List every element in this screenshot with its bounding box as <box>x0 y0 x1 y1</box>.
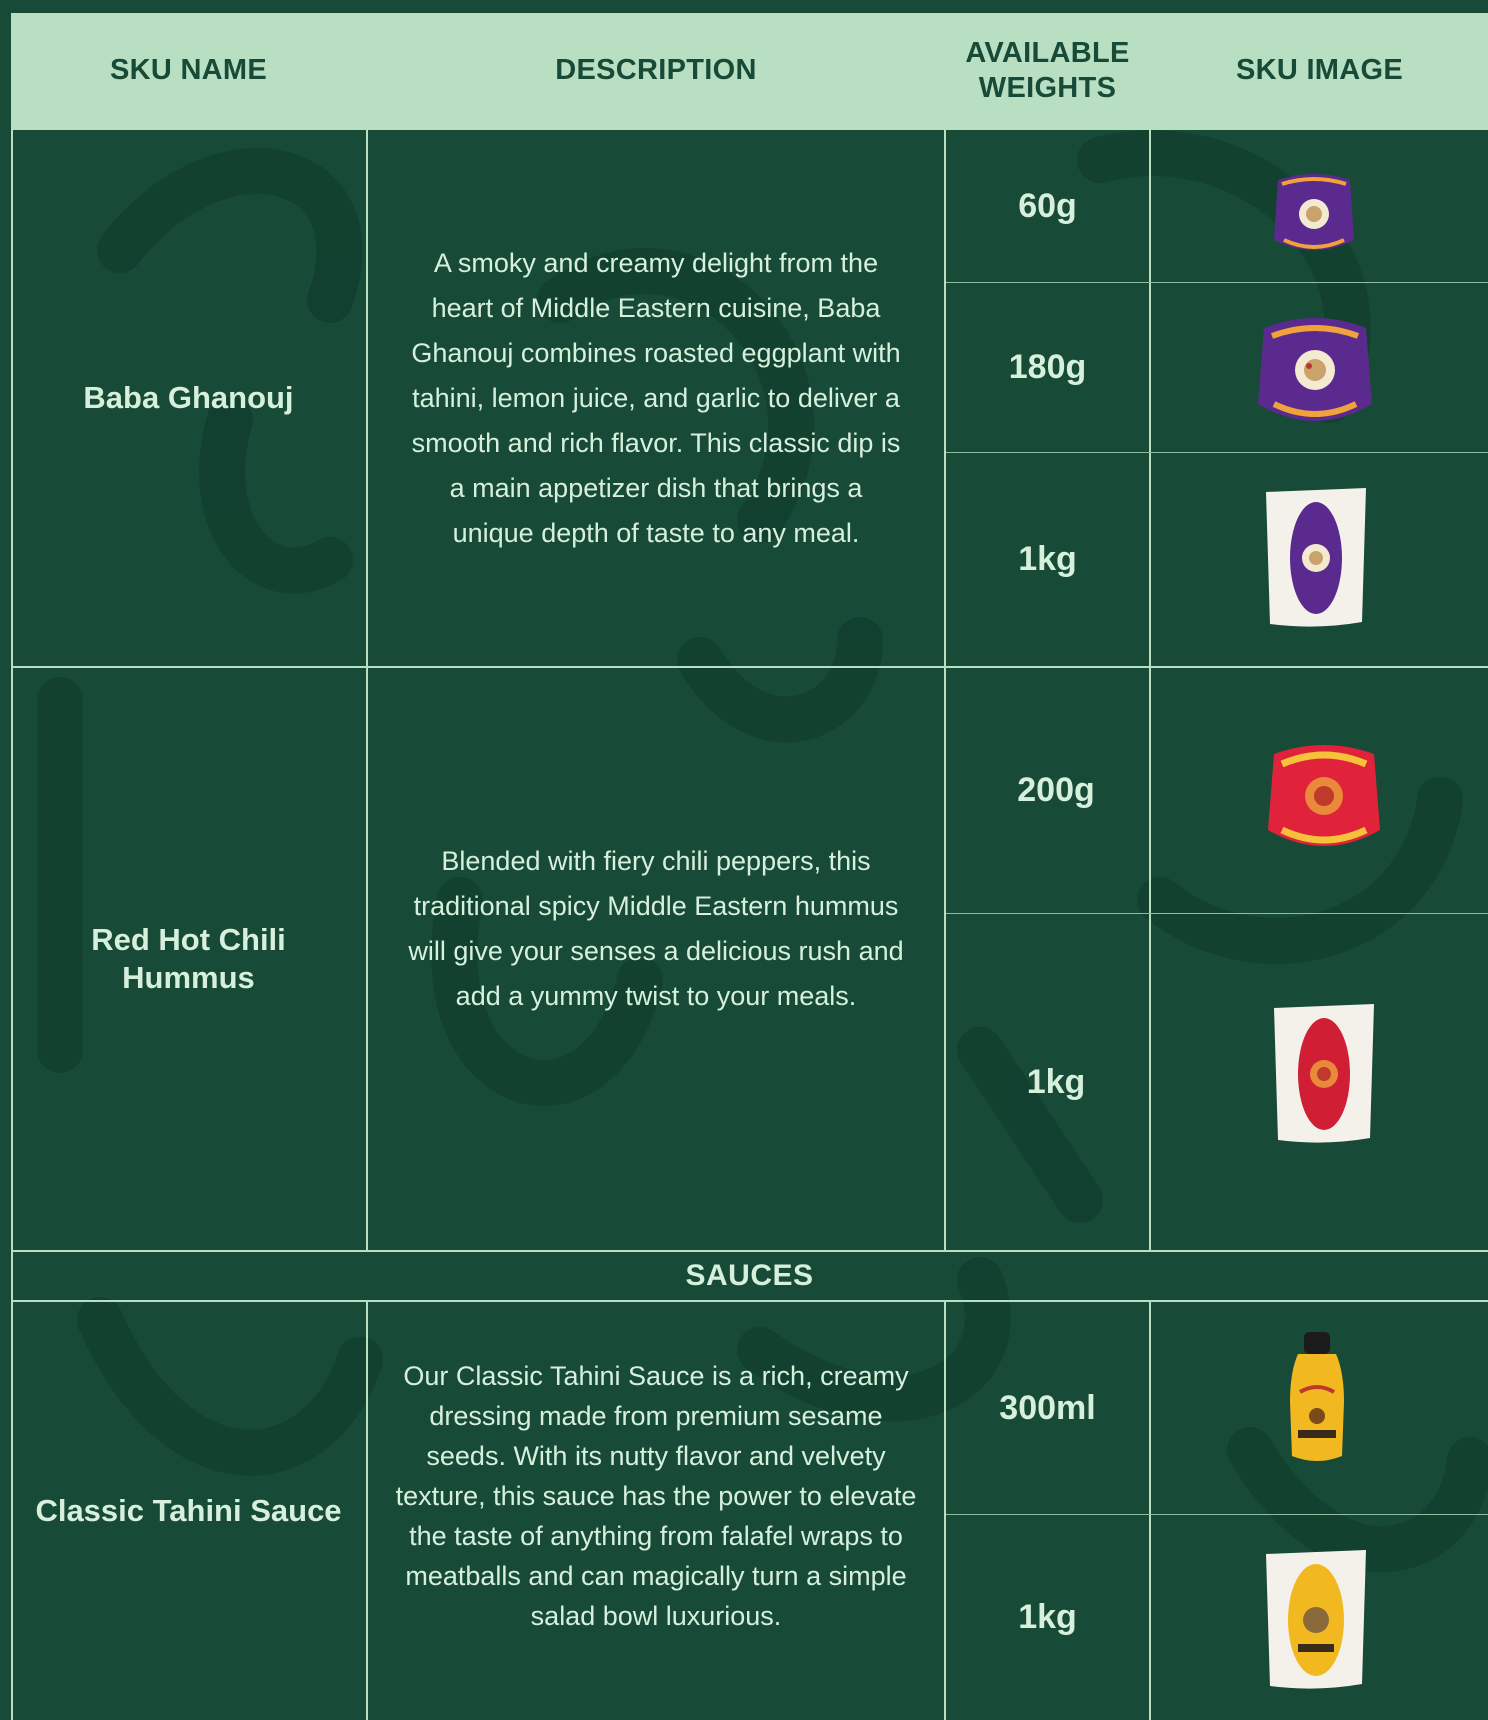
divider <box>11 13 13 1252</box>
weight-180g: 180g <box>1008 348 1087 386</box>
divider <box>946 913 1488 914</box>
header-available-weights <box>946 13 1149 128</box>
divider <box>944 1302 946 1720</box>
header-sku-image: SKU IMAGE <box>1151 13 1488 128</box>
product-image-baba-ghanouj-1kg <box>1260 484 1372 632</box>
divider <box>11 666 1488 668</box>
description-classic-tahini-sauce: Our Classic Tahini Sauce is a rich, creamy dressing made from premium sesame seeds. With its nutty flavor and velvety texture, this sauce has the power to elevate the taste of anything from falafel wraps to meatballs and can magically turn a simple salad bowl luxurious. <box>395 1361 917 1631</box>
header-sku-name: SKU NAME <box>11 13 366 128</box>
sku-name-classic-tahini-sauce: Classic Tahini Sauce <box>35 1493 342 1528</box>
weight-1kg: 1kg <box>1018 540 1077 578</box>
divider <box>1149 13 1151 1252</box>
divider <box>11 1252 13 1302</box>
weight-60g: 60g <box>1018 186 1077 225</box>
divider <box>366 1302 368 1720</box>
divider <box>946 1514 1488 1515</box>
product-table <box>11 13 1488 1720</box>
product-image-baba-ghanouj-180g <box>1254 312 1376 432</box>
product-image-baba-ghanouj-60g <box>1270 170 1358 260</box>
product-image-red-hot-chili-hummus-1kg <box>1268 1000 1380 1148</box>
divider <box>11 1300 1488 1302</box>
header-available-weights-label: AVAILABLE WEIGHTS <box>965 36 1130 104</box>
product-image-classic-tahini-sauce-1kg <box>1260 1546 1372 1694</box>
description-baba-ghanouj: A smoky and creamy delight from the heart of Middle Eastern cuisine, Baba Ghanouj combines roasted eggplant with tahini, lemon juice, and garlic to deliver a smooth and rich flavor. This classic dip is a main appetizer dish that brings a unique depth of taste to any meal. <box>411 247 901 548</box>
divider <box>944 13 946 1252</box>
divider <box>946 452 1488 453</box>
divider <box>11 1302 13 1720</box>
weight-300ml: 300ml <box>999 1388 1096 1427</box>
sku-name-baba-ghanouj: Baba Ghanouj <box>83 380 294 415</box>
header-description: DESCRIPTION <box>368 13 944 128</box>
description-red-hot-chili-hummus: Blended with fiery chili peppers, this traditional spicy Middle Eastern hummus will give your senses a delicious rush and add a yummy twist to your meals. <box>408 846 904 1011</box>
product-image-classic-tahini-sauce-300ml <box>1284 1332 1350 1468</box>
divider <box>946 282 1488 283</box>
weight-1kg: 1kg <box>1026 1062 1086 1101</box>
sku-name-label: Red Hot Chili Hummus <box>91 922 286 995</box>
weight-1kg: 1kg <box>1018 1598 1077 1636</box>
weight-200g: 200g <box>1017 771 1095 809</box>
product-image-red-hot-chili-hummus-200g <box>1264 740 1384 858</box>
sku-name-red-hot-chili-hummus <box>11 668 366 1250</box>
divider <box>11 1250 1488 1252</box>
divider <box>1149 1302 1151 1720</box>
section-sauces: SAUCES <box>685 1259 814 1292</box>
divider <box>11 128 1488 130</box>
divider <box>366 13 368 1252</box>
